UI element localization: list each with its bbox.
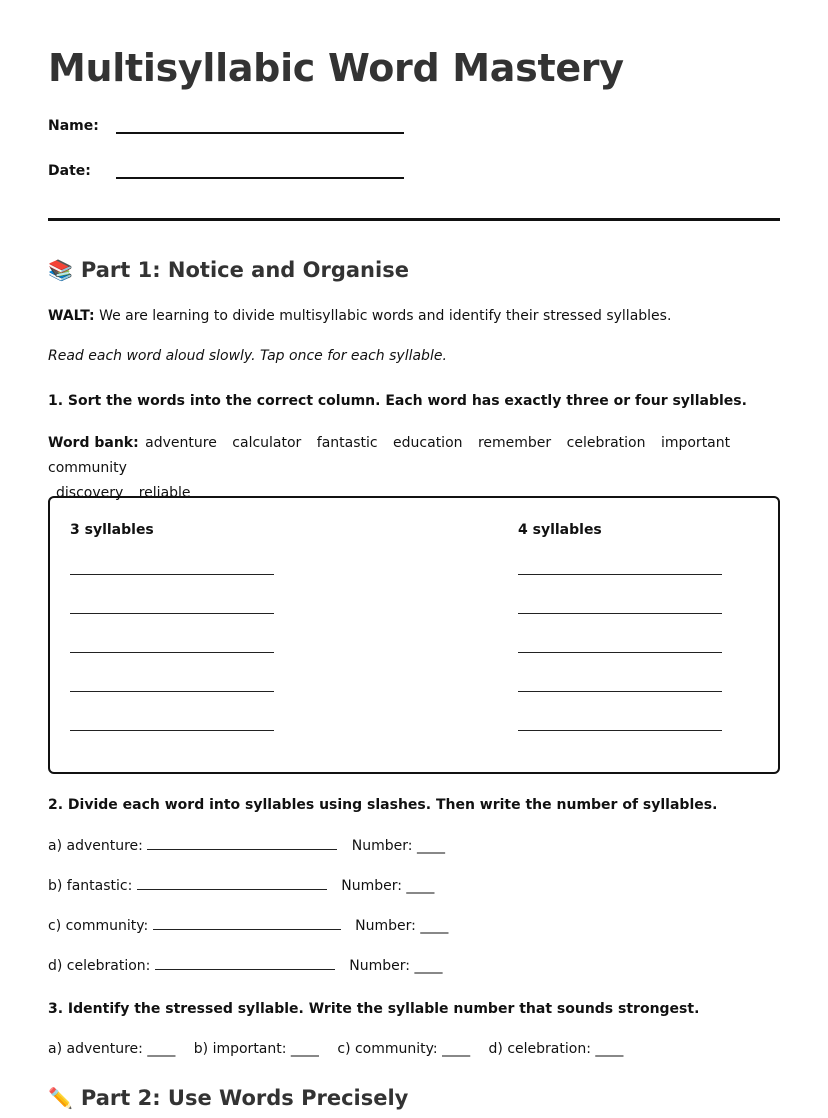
syllable-answer-line[interactable] [137,877,327,890]
word-bank-item: community [48,460,127,476]
q3-items [48,1041,623,1057]
question-1: 1. Sort the words into the correct column. Each word has exactly three or four syllables. [48,393,747,409]
word-bank-item: adventure [145,435,217,451]
walt-statement [48,308,671,324]
q2-item-label: c) community: [48,918,149,934]
word-bank-label: Word bank: [48,435,139,451]
q2-item [48,837,445,854]
part2-heading [48,1086,408,1110]
date-field [48,163,91,179]
q2-item [48,957,442,974]
answer-line[interactable] [518,613,722,614]
answer-line[interactable] [518,574,722,575]
q3-item[interactable]: d) celebration: ____ [488,1041,624,1057]
word-bank-item: discovery [56,485,124,501]
answer-line[interactable] [518,730,722,731]
number-label: Number: ____ [355,918,449,934]
name-label: Name: [48,118,99,134]
answer-line[interactable] [70,613,274,614]
word-bank-item: education [393,435,463,451]
word-bank-item: celebration [566,435,646,451]
word-bank-item: calculator [232,435,302,451]
three-syllable-column [70,522,280,538]
answer-line[interactable] [70,730,274,731]
part1-title: Part 1: Notice and Organise [80,258,409,282]
header-divider [48,218,780,221]
word-bank-item: fantastic [316,435,378,451]
syllable-answer-line[interactable] [155,957,335,970]
name-line[interactable] [116,132,404,134]
column-header: 3 syllables [70,522,154,538]
number-label: Number: ____ [349,958,443,974]
q3-item[interactable]: a) adventure: ____ [48,1041,176,1057]
q3-item[interactable]: c) community: ____ [337,1041,471,1057]
q2-item-label: b) fantastic: [48,878,133,894]
answer-line[interactable] [70,574,274,575]
pencil-icon: ✏️ [48,1086,73,1110]
part1-heading [48,258,409,282]
syllable-answer-line[interactable] [147,837,337,850]
page-title: Multisyllabic Word Mastery [48,46,624,90]
instruction-text: Read each word aloud slowly. Tap once for each syllable. [48,348,447,364]
q3-item[interactable]: b) important: ____ [193,1041,319,1057]
q2-item [48,917,448,934]
books-icon: 📚 [48,258,73,282]
q2-item-label: a) adventure: [48,838,143,854]
date-label: Date: [48,163,91,179]
answer-line[interactable] [70,652,274,653]
question-2: 2. Divide each word into syllables using slashes. Then write the number of syllables. [48,797,718,813]
answer-line[interactable] [70,691,274,692]
word-bank-item: reliable [138,485,191,501]
number-label: Number: ____ [351,838,445,854]
q2-item-label: d) celebration: [48,958,151,974]
sort-box [48,496,780,774]
four-syllable-column [518,522,728,538]
date-line[interactable] [116,177,404,179]
word-bank [48,431,776,506]
word-bank-item: remember [477,435,552,451]
name-field [48,118,99,134]
word-bank-item: important [660,435,731,451]
syllable-answer-line[interactable] [153,917,341,930]
column-header: 4 syllables [518,522,602,538]
answer-line[interactable] [518,652,722,653]
answer-line[interactable] [518,691,722,692]
question-3: 3. Identify the stressed syllable. Write the syllable number that sounds strongest. [48,1001,700,1017]
part2-title: Part 2: Use Words Precisely [80,1086,409,1110]
q2-item [48,877,434,894]
walt-text: We are learning to divide multisyllabic words and identify their stressed syllables. [94,308,672,324]
walt-label: WALT: [48,308,95,324]
number-label: Number: ____ [341,878,435,894]
